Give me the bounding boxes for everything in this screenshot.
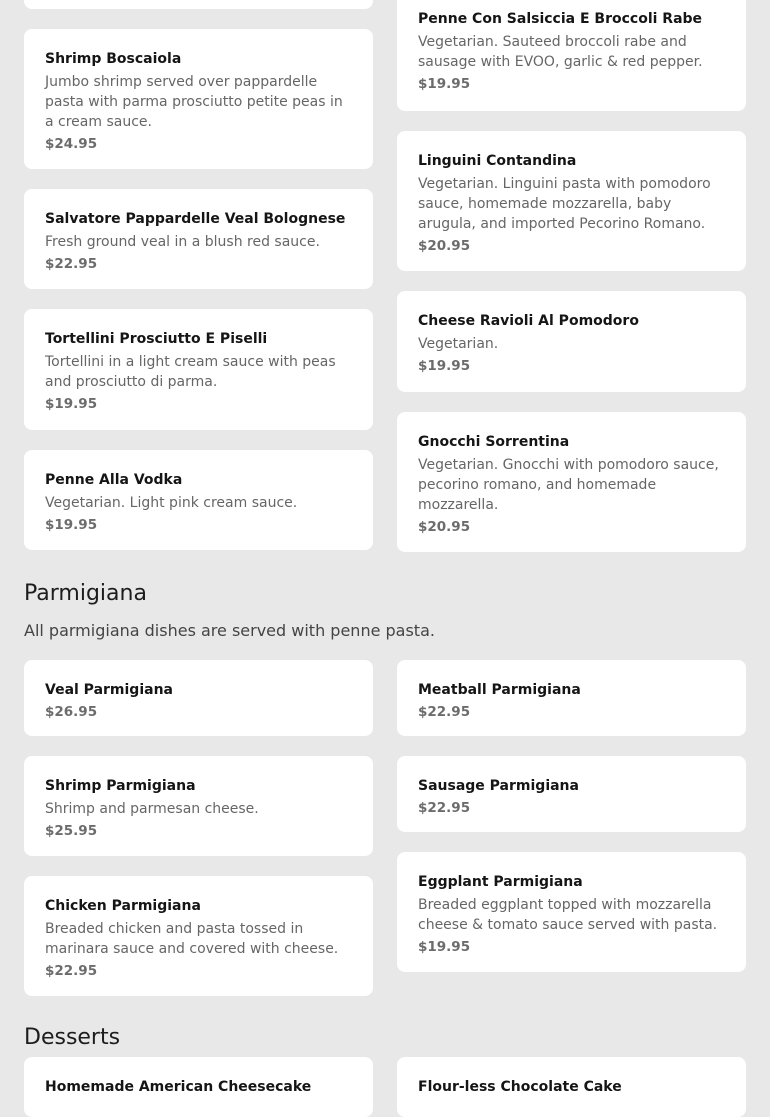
menu-item-card[interactable]: [397, 660, 746, 736]
menu-item-name: Tortellini Prosciutto E Piselli: [45, 331, 268, 347]
menu-item-name: Eggplant Parmigiana: [418, 874, 583, 890]
menu-item-card[interactable]: [24, 660, 373, 736]
section-title-parmigiana: Parmigiana: [24, 581, 147, 606]
menu-item-description: Tortellini in a light cream sauce with peas and prosciutto di parma.: [45, 354, 336, 390]
menu-item-name: Gnocchi Sorrentina: [418, 434, 570, 450]
menu-item-price: $19.95: [45, 517, 98, 533]
menu-item-price: $19.95: [418, 939, 471, 955]
menu-item-description: Vegetarian. Sauteed broccoli rabe and sausage with EVOO, garlic & red pepper.: [418, 34, 703, 70]
menu-item-card[interactable]: [397, 412, 746, 552]
menu-item-price: $22.95: [45, 963, 98, 979]
menu-item-price: $22.95: [418, 800, 471, 816]
menu-item-name: Shrimp Boscaiola: [45, 51, 182, 67]
menu-item-price: $26.95: [45, 704, 98, 720]
menu-item-name: Linguini Contandina: [418, 153, 577, 169]
menu-item-name: Veal Parmigiana: [45, 682, 173, 698]
menu-item-description: Vegetarian. Gnocchi with pomodoro sauce, pecorino romano, and homemade mozzarella.: [418, 457, 719, 513]
menu-item-description: Jumbo shrimp served over pappardelle pasta with parma prosciutto petite peas in a cream sauce.: [45, 74, 343, 130]
menu-item-price: $24.95: [45, 136, 98, 152]
menu-item-name: Sausage Parmigiana: [418, 778, 579, 794]
menu-item-card[interactable]: [24, 29, 373, 169]
section-note-parmigiana: All parmigiana dishes are served with penne pasta.: [24, 621, 435, 640]
menu-item-description: Shrimp and parmesan cheese.: [45, 801, 259, 817]
menu-item-card[interactable]: [24, 756, 373, 856]
menu-item-card[interactable]: [24, 450, 373, 550]
menu-item-card[interactable]: [397, 0, 746, 111]
menu-item-description: Vegetarian. Light pink cream sauce.: [45, 495, 298, 511]
menu-item-name: Chicken Parmigiana: [45, 898, 201, 914]
menu-item-card[interactable]: [24, 1057, 373, 1117]
menu-item-card[interactable]: [24, 189, 373, 289]
menu-item-name: Cheese Ravioli Al Pomodoro: [418, 313, 639, 329]
menu-item-name: Salvatore Pappardelle Veal Bolognese: [45, 211, 346, 227]
menu-item-card[interactable]: [397, 756, 746, 832]
menu-item-name: Shrimp Parmigiana: [45, 778, 196, 794]
menu-item-price: $19.95: [418, 358, 471, 374]
menu-item-card[interactable]: [397, 852, 746, 972]
menu-item-card[interactable]: [24, 309, 373, 430]
menu-item-name: Penne Con Salsiccia E Broccoli Rabe: [418, 11, 703, 27]
menu-item-price: $22.95: [45, 256, 98, 272]
menu-item-name: Meatball Parmigiana: [418, 682, 581, 698]
menu-item-price: $19.95: [418, 76, 471, 92]
menu-item-price: $25.95: [45, 823, 98, 839]
menu-item-price: $22.95: [418, 704, 471, 720]
menu-item-card[interactable]: [397, 131, 746, 271]
menu-item-price: $19.95: [45, 396, 98, 412]
menu-item-card[interactable]: [397, 291, 746, 392]
menu-item-name: Homemade American Cheesecake: [45, 1079, 312, 1095]
menu-item-description: Vegetarian.: [418, 336, 499, 352]
menu-item-description: Breaded chicken and pasta tossed in marinara sauce and covered with cheese.: [45, 921, 339, 957]
menu-item-description: Vegetarian. Linguini pasta with pomodoro sauce, homemade mozzarella, baby arugula, and imported Pecorino Romano.: [418, 176, 711, 232]
menu-item-price: $20.95: [418, 238, 471, 254]
menu-item-description: Fresh ground veal in a blush red sauce.: [45, 234, 320, 250]
menu-item-description: Breaded eggplant topped with mozzarella cheese & tomato sauce served with pasta.: [418, 897, 718, 933]
menu-item-price: $20.95: [418, 519, 471, 535]
menu-item-card-partial[interactable]: [24, 0, 373, 9]
menu-item-name: Flour-less Chocolate Cake: [418, 1079, 622, 1095]
section-title-desserts: Desserts: [24, 1025, 121, 1050]
menu-item-name: Penne Alla Vodka: [45, 472, 183, 488]
menu-item-card[interactable]: [24, 876, 373, 996]
menu-item-card[interactable]: [397, 1057, 746, 1117]
